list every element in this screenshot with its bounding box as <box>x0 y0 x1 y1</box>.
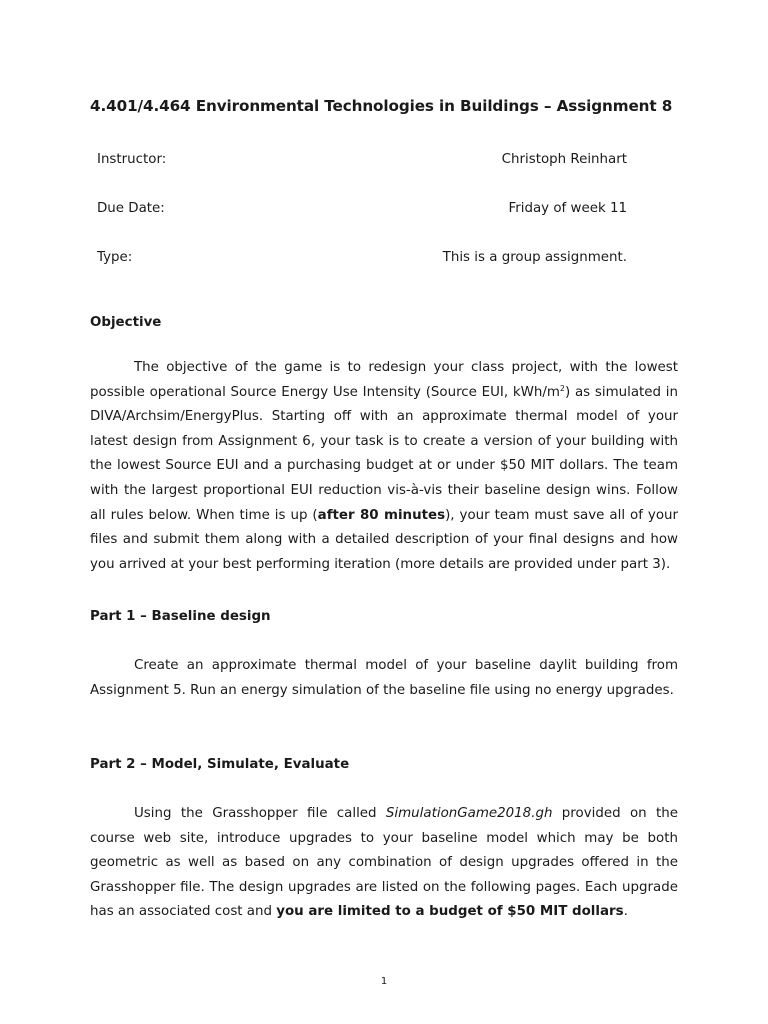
due-date-label: Due Date: <box>97 201 165 216</box>
part2-paragraph <box>90 802 678 925</box>
document-title: 4.401/4.464 Environmental Technologies in Buildings – Assignment 8 <box>90 97 673 115</box>
objective-text-3: ), your team must save all of your files and submit them along with a detailed description of your final designs and how you arrived at your best performing iteration (more details are provided under part 3). <box>90 507 679 572</box>
objective-paragraph <box>90 356 678 577</box>
due-date-value: Friday of week 11 <box>508 201 627 216</box>
part2-heading: Part 2 – Model, Simulate, Evaluate <box>90 757 350 772</box>
objective-text-1: The objective of the game is to redesign your class project, with the lowest possible operational Source Energy Use Intensity (Source EUI, kWh/m <box>90 360 678 400</box>
objective-heading: Objective <box>90 315 162 330</box>
part2-text-2: provided on the course web site, introduce upgrades to your baseline model which may be both geometric as well as based on any combination of design upgrades offered in the Grasshopper file. The design upgrades are listed on the following pages. Each upgrade has an associated cost and <box>90 806 678 920</box>
page-number: 1 <box>380 976 388 987</box>
type-label: Type: <box>97 250 133 265</box>
part1-heading: Part 1 – Baseline design <box>90 609 271 624</box>
instructor-value: Christoph Reinhart <box>501 152 627 167</box>
type-value: This is a group assignment. <box>442 250 627 265</box>
instructor-label: Instructor: <box>97 152 167 167</box>
objective-bold-time: after 80 minutes <box>317 507 446 523</box>
part2-text-3: . <box>623 904 628 920</box>
objective-text-2: ) as simulated in DIVA/Archsim/EnergyPlus. Starting off with an approximate thermal model of your latest design from Assignment 6, your task is to create a version of your building with the lowest Source EUI and a purchasing budget at or under $50 MIT dollars. The team with the largest proportional EUI reduction vis-à-vis their baseline design wins. Follow all rules below. When time is up ( <box>90 384 678 523</box>
part2-bold-budget: you are limited to a budget of $50 MIT dollars <box>276 904 624 920</box>
part2-file-name: SimulationGame2018.gh <box>385 806 553 821</box>
part1-paragraph: Create an approximate thermal model of your baseline daylit building from Assignment 5. Run an energy simulation of the baseline file using no energy upgrades. <box>90 658 678 698</box>
objective-superscript: 2 <box>559 383 565 393</box>
part2-text-1: Using the Grasshopper file called <box>134 806 386 821</box>
